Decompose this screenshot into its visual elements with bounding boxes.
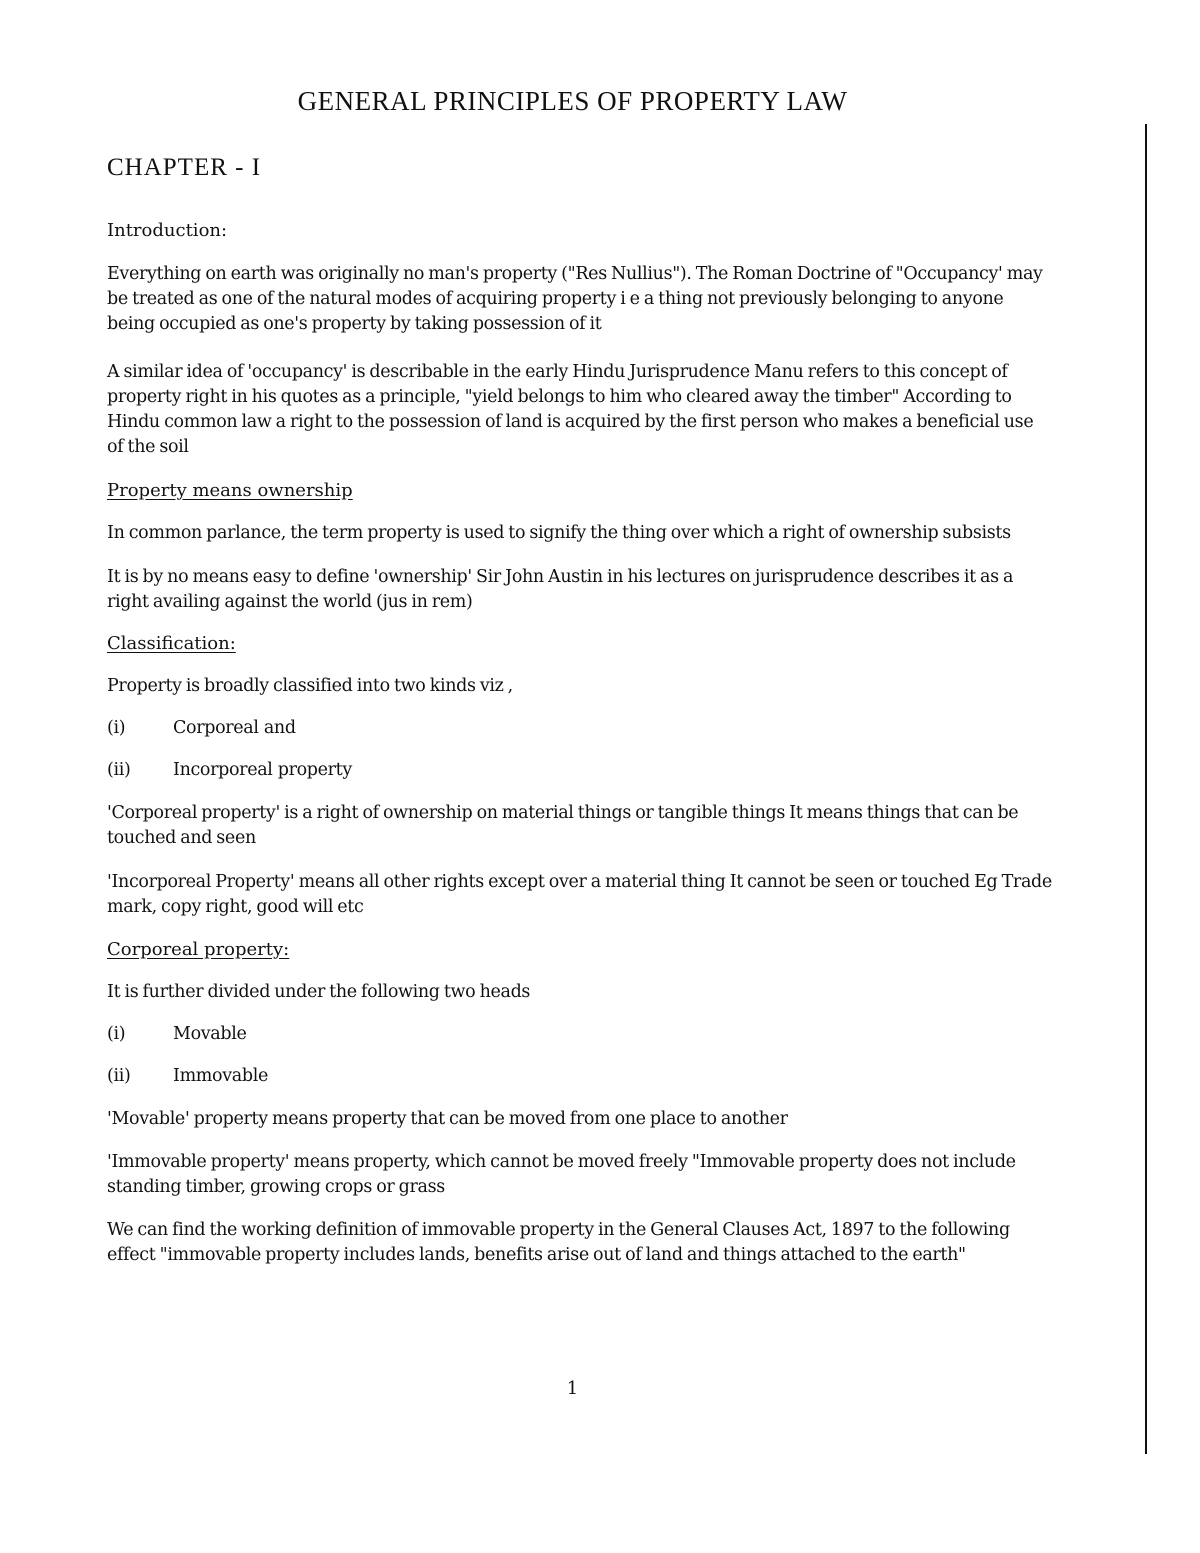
list-item [107, 1022, 246, 1047]
chapter-heading: CHAPTER - I [107, 154, 262, 181]
classification-paragraph-3: 'Incorporeal Property' means all other rights except over a material thing It cannot be seen or touched Eg Trade mark, copy right, good will etc [107, 872, 1052, 917]
list-item-text: Corporeal and [173, 718, 296, 738]
list-item-number: (i) [107, 1024, 126, 1044]
corporeal-paragraph-3: 'Immovable property' means property, which cannot be moved freely "Immovable property does not include standing timber, growing crops or grass [107, 1152, 1016, 1197]
list-item-text: Movable [173, 1024, 247, 1044]
ownership-paragraph-1: In common parlance, the term property is used to signify the thing over which a right of ownership subsists [107, 523, 1011, 543]
introduction-paragraph-2: A similar idea of 'occupancy' is describable in the early Hindu Jurisprudence Manu refers to this concept of property right in his quotes as a principle, "yield belongs to him who cleared away the timber" According to Hindu common law a right to the possession of land is acquired by the first person who makes a beneficial use of the soil [107, 362, 1034, 457]
ownership-paragraph-2: It is by no means easy to define 'ownership' Sir John Austin in his lectures on jurisprudence describes it as a right availing against the world (jus in rem) [107, 567, 1014, 612]
corporeal-heading: Corporeal property: [107, 939, 290, 960]
classification-paragraph-1: Property is broadly classified into two kinds viz , [107, 676, 513, 696]
list-item-number: (i) [107, 718, 126, 738]
corporeal-paragraph-2: 'Movable' property means property that can be moved from one place to another [107, 1109, 788, 1129]
list-item [107, 758, 352, 783]
list-item-number: (ii) [107, 760, 131, 780]
document-title: GENERAL PRINCIPLES OF PROPERTY LAW [297, 86, 848, 116]
classification-heading: Classification: [107, 633, 236, 654]
list-item-text: Incorporeal property [173, 760, 352, 780]
ownership-heading: Property means ownership [107, 480, 353, 501]
introduction-paragraph-1: Everything on earth was originally no man's property ("Res Nullius"). The Roman Doctrine of "Occupancy' may be treated as one of the natural modes of acquiring property i e a thing not previously belonging to anyone being occupied as one's property by taking possession of it [107, 264, 1043, 334]
margin-rule [1145, 124, 1147, 1454]
page-number: 1 [566, 1378, 579, 1399]
introduction-heading: Introduction: [107, 220, 228, 241]
list-item-text: Immovable [173, 1066, 268, 1086]
list-item [107, 1064, 268, 1089]
list-item-number: (ii) [107, 1066, 131, 1086]
corporeal-paragraph-1: It is further divided under the following two heads [107, 982, 531, 1002]
corporeal-paragraph-4: We can find the working definition of immovable property in the General Clauses Act, 1897 to the following effect "immovable property includes lands, benefits arise out of land and things attached to the earth" [107, 1220, 1010, 1265]
list-item [107, 716, 296, 741]
classification-paragraph-2: 'Corporeal property' is a right of ownership on material things or tangible things It means things that can be touched and seen [107, 803, 1019, 848]
